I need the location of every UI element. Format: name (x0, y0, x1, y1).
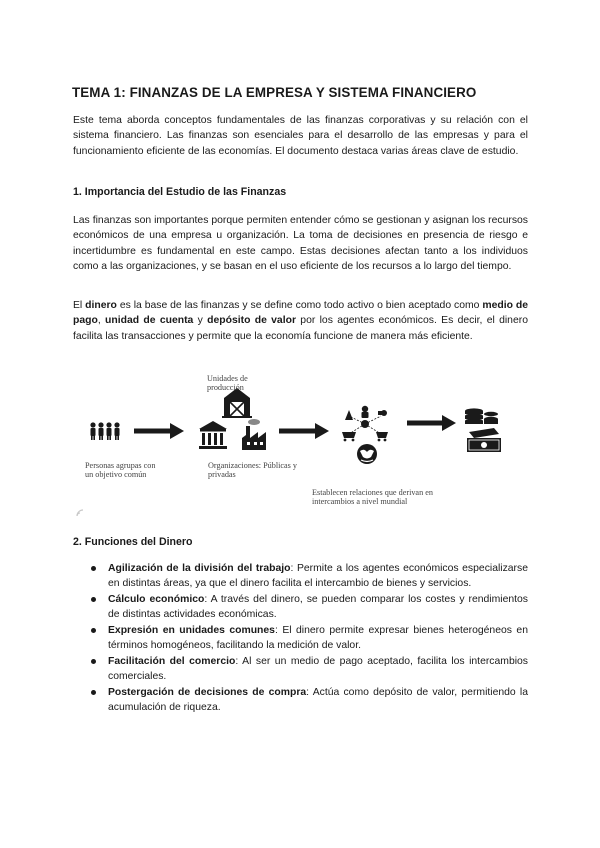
term-unidad-de-cuenta: unidad de cuenta (105, 315, 194, 327)
money-coins-icon (465, 408, 498, 424)
section-1-paragraph-1: Las finanzas son importantes porque permiten entender cómo se gestionan y asignan los recursos económicos de una empresa u organización. La toma de decisiones en presencia de riesgo e incertidumbre es fundamental en este campo. Estas decisiones afectan tanto a los individuos como a las organizaciones, y se basan en el uso eficiente de los recursos a lo largo del tiempo. (73, 215, 528, 272)
diagram-graphics (74, 366, 529, 526)
term-deposito-de-valor: depósito de valor (207, 315, 296, 327)
factory-icon (242, 419, 266, 450)
trade-network-icon (342, 406, 388, 442)
globe-handshake-icon (357, 444, 377, 464)
list-item: Cálculo económico: A través del dinero, se pueden comparar los costes y rendimientos de distintas actividades económicas. (90, 592, 528, 622)
banknotes-icon (467, 428, 501, 452)
intro-paragraph: Este tema aborda conceptos fundamentales de las finanzas corporativas y su relación con el sistema financiero. Las finanzas son esenciales para el desarrollo de las empresas y para el funcionamiento eficiente de las economías. El documento destaca varias áreas clave de estudio. (73, 115, 528, 157)
term-dinero: dinero (85, 300, 117, 311)
bank-building-icon (199, 421, 227, 449)
arrow-right-icon (134, 423, 184, 439)
arrow-right-icon (279, 423, 329, 439)
section-1-heading: 1. Importancia del Estudio de las Finanzas (73, 186, 287, 198)
list-item: Facilitación del comercio: Al ser un medio de pago aceptado, facilita los intercambios comerciales. (90, 654, 528, 684)
section-1-paragraph-2: El dinero es la base de las finanzas y se define como todo activo o bien aceptado como medio de pago, unidad de cuenta y depósito de valor por los agentes económicos. Es decir, el dinero facilita las transacciones y permite que la economía funcione de manera más eficiente. (73, 300, 528, 342)
watermark-icon (77, 510, 83, 516)
page-title: TEMA 1: FINANZAS DE LA EMPRESA Y SISTEMA FINANCIERO (72, 85, 477, 100)
arrow-right-icon (407, 415, 456, 431)
financial-system-diagram (74, 366, 529, 526)
label-unidades-produccion: Unidades de producción (207, 374, 248, 392)
bullet-icon (91, 690, 96, 695)
section-2-heading: 2. Funciones del Dinero (73, 536, 193, 548)
money-functions-list (90, 561, 528, 716)
bullet-icon (91, 659, 96, 664)
bullet-icon (91, 566, 96, 571)
term-medio-de-pago: medio de pago (73, 300, 528, 327)
people-group-icon (90, 422, 119, 440)
bullet-icon (91, 597, 96, 602)
list-item: Postergación de decisiones de compra: Actúa como depósito de valor, permitiendo la acumulación de riqueza. (90, 685, 528, 715)
label-organizaciones: Organizaciones: Públicas y privadas (208, 461, 297, 479)
list-item: Agilización de la división del trabajo: Permite a los agentes económicos especializarse en distintas áreas, ya que el dinero facilita el intercambio de bienes y servicios. (90, 561, 528, 591)
list-item: Expresión en unidades comunes: El dinero permite expresar bienes heterogéneos en términos homogéneos, facilitando la medición de valor. (90, 623, 528, 653)
bullet-icon (91, 628, 96, 633)
label-relaciones: Establecen relaciones que derivan en intercambios a nivel mundial (312, 488, 433, 506)
label-personas: Personas agrupas con un objetivo común (85, 461, 156, 479)
